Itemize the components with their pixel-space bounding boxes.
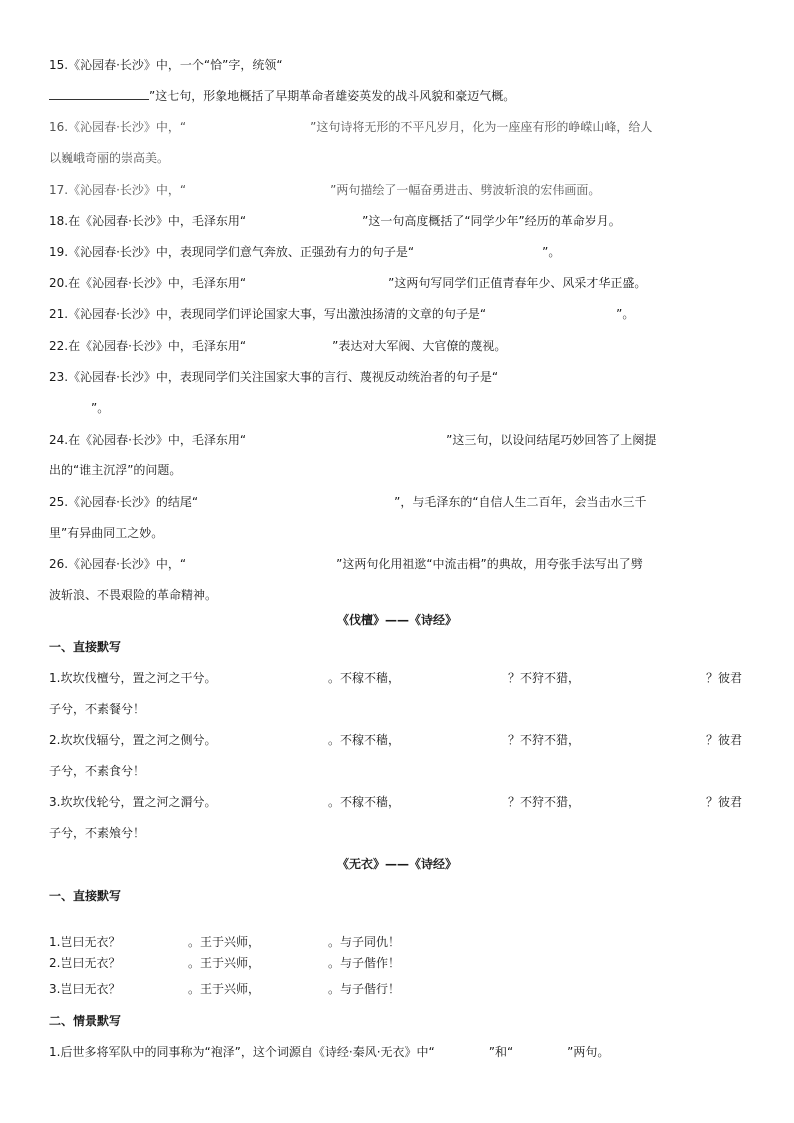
q19-line: 19.《沁园春·长沙》中，表现同学们意气奔放、正强劲有力的句子是“ ”。 bbox=[49, 245, 561, 259]
wuyi-section1-heading: 一、直接默写 bbox=[49, 889, 122, 903]
q23-line2: ”。 bbox=[91, 401, 110, 415]
wuyi-q1-line: 1.后世多将军队中的同事称为“袍泽”，这个词源自《诗经·秦风·无衣》中“ ”和“ ”两句。 bbox=[49, 1045, 610, 1059]
wuyi-item-1-c: 。与子同仇！ bbox=[328, 935, 401, 949]
fatan-item-1-a: 1.坎坎伐檀兮，置之河之干兮。 bbox=[49, 671, 217, 685]
fatan-item-1-d: ？彼君 bbox=[706, 671, 743, 685]
wuyi-item-2-b: 。王于兴师， bbox=[188, 956, 261, 970]
fatan-item-1-b: 。不稼不穑， bbox=[328, 671, 401, 685]
wuyi-title: 《无衣》——《诗经》 bbox=[336, 857, 457, 871]
q25-line2: 里”有异曲同工之妙。 bbox=[49, 526, 164, 540]
q23-line1: 23.《沁园春·长沙》中，表现同学们关注国家大事的言行、蔑视反动统治者的句子是“ bbox=[49, 370, 499, 384]
wuyi-item-3-c: 。与子偕行！ bbox=[328, 982, 401, 996]
fatan-item-3-a: 3.坎坎伐轮兮，置之河之漘兮。 bbox=[49, 795, 217, 809]
fatan-item-2-d: ？彼君 bbox=[706, 733, 743, 747]
wuyi-item-3-a: 3.岂曰无衣？ bbox=[49, 982, 121, 996]
fatan-item-2-c: ？不狩不猎， bbox=[508, 733, 581, 747]
q18-line: 18.在《沁园春·长沙》中，毛泽东用“ ”这一句高度概括了“同学少年”经历的革命岁月。 bbox=[49, 214, 621, 228]
q21-line: 21.《沁园春·长沙》中，表现同学们评论国家大事，写出激浊扬清的文章的句子是“ ”。 bbox=[49, 307, 635, 321]
fatan-title: 《伐檀》——《诗经》 bbox=[336, 613, 457, 627]
q16-line2: 以巍峨奇丽的崇高美。 bbox=[49, 151, 170, 165]
fatan-item-2-e: 子兮，不素食兮！ bbox=[49, 764, 146, 778]
q24-line2: 出的“谁主沉浮”的问题。 bbox=[49, 463, 182, 477]
fatan-item-2-a: 2.坎坎伐辐兮，置之河之侧兮。 bbox=[49, 733, 217, 747]
wuyi-item-3-b: 。王于兴师， bbox=[188, 982, 261, 996]
q26-line2: 波斩浪、不畏艰险的革命精神。 bbox=[49, 588, 218, 602]
wuyi-item-2-a: 2.岂曰无衣？ bbox=[49, 956, 121, 970]
wuyi-item-2-c: 。与子偕作！ bbox=[328, 956, 401, 970]
fatan-item-3-c: ？不狩不猎， bbox=[508, 795, 581, 809]
q16-line1: 16.《沁园春·长沙》中，“ ”这句诗将无形的不平凡岁月，化为一座座有形的峥嵘山峰，给人 bbox=[49, 120, 653, 134]
fatan-item-2-b: 。不稼不穑， bbox=[328, 733, 401, 747]
q24-line1: 24.在《沁园春·长沙》中，毛泽东用“ ”这三句，以设问结尾巧妙回答了上阕提 bbox=[49, 433, 657, 447]
q20-line: 20.在《沁园春·长沙》中，毛泽东用“ ”这两句写同学们正值青春年少、风采才华正盛。 bbox=[49, 276, 647, 290]
q15-line1: 15.《沁园春·长沙》中，一个“恰”字，统领“ bbox=[49, 58, 283, 72]
q25-line1: 25.《沁园春·长沙》的结尾“ ”，与毛泽东的“自信人生二百年，会当击水三千 bbox=[49, 495, 647, 509]
fatan-item-1-c: ？不狩不猎， bbox=[508, 671, 581, 685]
fatan-item-3-b: 。不稼不穑， bbox=[328, 795, 401, 809]
fatan-item-3-d: ？彼君 bbox=[706, 795, 743, 809]
wuyi-section2-heading: 二、情景默写 bbox=[49, 1014, 122, 1028]
fatan-item-3-e: 子兮，不素飧兮！ bbox=[49, 826, 146, 840]
q17-line: 17.《沁园春·长沙》中，“ ”两句描绘了一幅奋勇进击、劈波斩浪的宏伟画面。 bbox=[49, 183, 601, 197]
q15-blank[interactable] bbox=[49, 87, 149, 100]
q15-line2: ”这七句，形象地概括了早期革命者雄姿英发的战斗风貌和豪迈气概。 bbox=[49, 87, 515, 104]
q22-line: 22.在《沁园春·长沙》中，毛泽东用“ ”表达对大军阀、大官僚的蔑视。 bbox=[49, 339, 507, 353]
q26-line1: 26.《沁园春·长沙》中，“ ”这两句化用祖逖“中流击楫”的典故，用夸张手法写出了劈 bbox=[49, 557, 643, 571]
fatan-section-heading: 一、直接默写 bbox=[49, 640, 122, 654]
fatan-item-1-e: 子兮，不素餐兮！ bbox=[49, 702, 146, 716]
wuyi-item-1-a: 1.岂曰无衣？ bbox=[49, 935, 121, 949]
wuyi-item-1-b: 。王于兴师， bbox=[188, 935, 261, 949]
